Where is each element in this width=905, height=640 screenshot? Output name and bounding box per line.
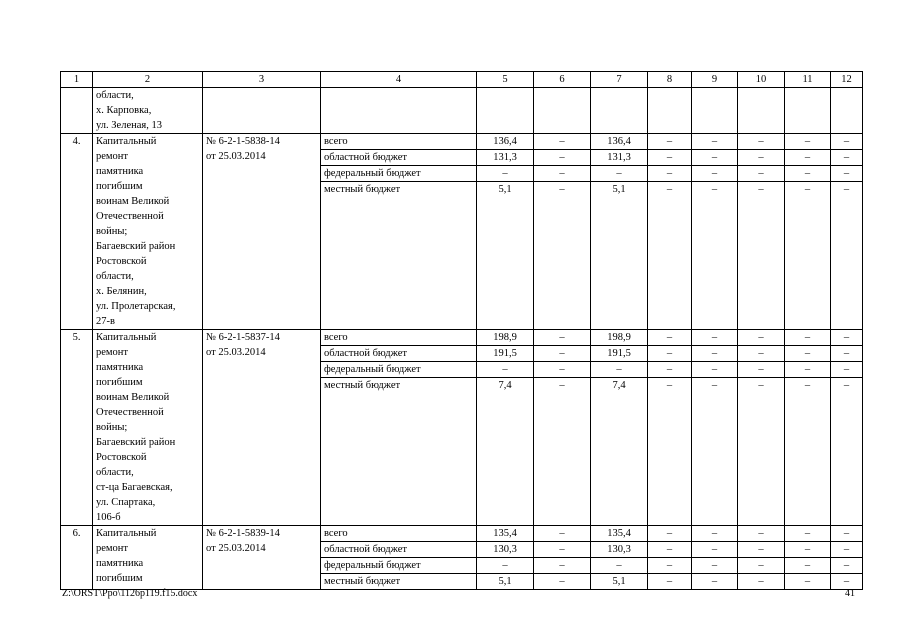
- amount-value: –: [692, 346, 737, 362]
- funding-source: областной бюджет: [321, 150, 476, 166]
- amount-value: –: [758, 576, 764, 587]
- funding-source: федеральный бюджет: [321, 362, 476, 378]
- amount-value: –: [785, 346, 830, 362]
- amount-value: –: [711, 380, 718, 391]
- value-column: [648, 330, 692, 526]
- value-cell: [692, 88, 738, 134]
- funding-source: областной бюджет: [321, 346, 476, 362]
- amount-value: –: [534, 150, 590, 166]
- amount-value: –: [534, 526, 590, 542]
- amount-value: –: [534, 134, 590, 150]
- value-cell: [831, 88, 863, 134]
- source-column: [321, 330, 477, 526]
- amount-value: –: [785, 362, 830, 378]
- amount-value: –: [591, 362, 647, 378]
- document-cell: № 6-2-1-5837-14 от 25.03.2014: [203, 330, 321, 526]
- amount-value: –: [692, 330, 737, 346]
- amount-value: –: [831, 150, 862, 166]
- amount-value: 191,5: [477, 346, 533, 362]
- value-column: [738, 330, 785, 526]
- amount-value: –: [843, 380, 850, 391]
- funding-source: областной бюджет: [321, 542, 476, 558]
- amount-value: –: [648, 150, 691, 166]
- amount-value: –: [534, 346, 590, 362]
- amount-value: –: [831, 526, 862, 542]
- document-cell: [203, 88, 321, 134]
- amount-value: –: [534, 330, 590, 346]
- object-cell: Капитальный ремонт памятника погибшим воинам Великой Отечественной войны; Багаевский район Ростовской области, ст-ца Багаевская, ул. Спартака, 106-б: [93, 330, 203, 526]
- value-column: [648, 526, 692, 590]
- column-number: 7: [591, 72, 648, 88]
- amount-value: –: [804, 576, 811, 587]
- column-number: 1: [61, 72, 93, 88]
- object-cell: Капитальный ремонт памятника погибшим воинам Великой Отечественной войны; Багаевский район Ростовской области, х. Белянин, ул. Пролетарская, 27-в: [93, 134, 203, 330]
- amount-value: –: [738, 150, 784, 166]
- value-cell: [648, 88, 692, 134]
- value-column: [648, 134, 692, 330]
- funding-source: местный бюджет: [324, 380, 401, 391]
- budget-table: [60, 71, 863, 590]
- column-number: 8: [648, 72, 692, 88]
- amount-value: –: [692, 150, 737, 166]
- amount-value: –: [534, 558, 590, 574]
- row-number-cell: 6.: [61, 526, 93, 590]
- value-column: [591, 330, 648, 526]
- value-cell: [591, 88, 648, 134]
- value-column: [785, 134, 831, 330]
- amount-value: –: [738, 330, 784, 346]
- amount-value: –: [559, 380, 565, 391]
- funding-source: федеральный бюджет: [321, 558, 476, 574]
- column-number: 4: [321, 72, 477, 88]
- amount-value: –: [648, 166, 691, 182]
- document-cell: № 6-2-1-5839-14 от 25.03.2014: [203, 526, 321, 590]
- amount-value: –: [648, 346, 691, 362]
- amount-value: 5,1: [498, 576, 512, 587]
- amount-value: –: [738, 134, 784, 150]
- funding-source: всего: [321, 526, 476, 542]
- value-column: [692, 330, 738, 526]
- amount-value: –: [692, 362, 737, 378]
- amount-value: –: [666, 184, 673, 195]
- amount-value: 7,4: [498, 380, 512, 391]
- column-number: 9: [692, 72, 738, 88]
- object-cell: Капитальный ремонт памятника погибшим: [93, 526, 203, 590]
- amount-value: –: [666, 576, 673, 587]
- amount-value: –: [831, 558, 862, 574]
- amount-value: –: [738, 542, 784, 558]
- amount-value: 7,4: [612, 380, 626, 391]
- source-column: [321, 134, 477, 330]
- amount-value: –: [711, 184, 718, 195]
- amount-value: –: [648, 542, 691, 558]
- table-row: [61, 526, 863, 590]
- funding-source: федеральный бюджет: [321, 166, 476, 182]
- value-column: [477, 330, 534, 526]
- amount-value: –: [559, 576, 565, 587]
- value-cell: [477, 88, 534, 134]
- amount-value: 5,1: [498, 184, 512, 195]
- amount-value: –: [648, 526, 691, 542]
- amount-value: –: [648, 134, 691, 150]
- amount-value: –: [477, 558, 533, 574]
- amount-value: –: [591, 558, 647, 574]
- value-column: [785, 330, 831, 526]
- row-number-cell: 5.: [61, 330, 93, 526]
- value-column: [591, 134, 648, 330]
- value-column: [785, 526, 831, 590]
- row-number-cell: [61, 88, 93, 134]
- amount-value: –: [758, 380, 764, 391]
- value-cell: [534, 88, 591, 134]
- column-number: 6: [534, 72, 591, 88]
- value-column: [738, 134, 785, 330]
- amount-value: 136,4: [477, 134, 533, 150]
- amount-value: –: [591, 166, 647, 182]
- amount-value: –: [738, 526, 784, 542]
- amount-value: –: [785, 558, 830, 574]
- column-number: 3: [203, 72, 321, 88]
- amount-value: 198,9: [591, 330, 647, 346]
- amount-value: –: [785, 166, 830, 182]
- page-number: 41: [845, 588, 855, 599]
- amount-value: –: [738, 346, 784, 362]
- value-column: [831, 134, 863, 330]
- amount-value: –: [648, 558, 691, 574]
- amount-value: –: [831, 362, 862, 378]
- amount-value: 5,1: [612, 576, 626, 587]
- amount-value: –: [758, 184, 764, 195]
- amount-value: 130,3: [477, 542, 533, 558]
- value-column: [534, 134, 591, 330]
- amount-value: –: [831, 542, 862, 558]
- row-number-cell: 4.: [61, 134, 93, 330]
- amount-value: 136,4: [591, 134, 647, 150]
- amount-value: –: [804, 380, 811, 391]
- amount-value: –: [534, 166, 590, 182]
- amount-value: –: [692, 166, 737, 182]
- funding-source: местный бюджет: [324, 184, 401, 195]
- value-column: [477, 134, 534, 330]
- column-number: 10: [738, 72, 785, 88]
- column-number: 11: [785, 72, 831, 88]
- amount-value: –: [534, 542, 590, 558]
- table-row: [61, 134, 863, 330]
- value-column: [591, 526, 648, 590]
- document-cell: № 6-2-1-5838-14 от 25.03.2014: [203, 134, 321, 330]
- amount-value: –: [843, 184, 850, 195]
- column-number: 2: [93, 72, 203, 88]
- amount-value: –: [785, 526, 830, 542]
- object-cell: области, х. Карповка, ул. Зеленая, 13: [93, 88, 203, 134]
- amount-value: –: [711, 576, 718, 587]
- funding-source: всего: [321, 330, 476, 346]
- amount-value: –: [692, 134, 737, 150]
- amount-value: –: [477, 166, 533, 182]
- source-column: [321, 526, 477, 590]
- amount-value: –: [843, 576, 850, 587]
- value-cell: [785, 88, 831, 134]
- funding-source: местный бюджет: [324, 576, 401, 587]
- amount-value: 198,9: [477, 330, 533, 346]
- amount-value: 5,1: [612, 184, 626, 195]
- amount-value: –: [785, 330, 830, 346]
- amount-value: –: [831, 166, 862, 182]
- amount-value: –: [692, 542, 737, 558]
- amount-value: 191,5: [591, 346, 647, 362]
- amount-value: –: [477, 362, 533, 378]
- value-column: [831, 526, 863, 590]
- value-cell: [738, 88, 785, 134]
- value-column: [692, 134, 738, 330]
- amount-value: 130,3: [591, 542, 647, 558]
- funding-source: всего: [321, 134, 476, 150]
- value-column: [831, 330, 863, 526]
- amount-value: –: [804, 184, 811, 195]
- amount-value: –: [831, 346, 862, 362]
- value-column: [692, 526, 738, 590]
- column-number-row: [61, 72, 863, 88]
- amount-value: –: [648, 362, 691, 378]
- amount-value: –: [559, 184, 565, 195]
- column-number: 12: [831, 72, 863, 88]
- amount-value: –: [738, 166, 784, 182]
- file-path: Z:\ORST\Ppo\1126p119.f15.docx: [62, 588, 198, 599]
- amount-value: 131,3: [477, 150, 533, 166]
- amount-value: –: [692, 526, 737, 542]
- amount-value: –: [831, 134, 862, 150]
- amount-value: –: [534, 362, 590, 378]
- source-cell: [321, 88, 477, 134]
- amount-value: 131,3: [591, 150, 647, 166]
- value-column: [738, 526, 785, 590]
- value-column: [477, 526, 534, 590]
- amount-value: –: [692, 558, 737, 574]
- table-row: [61, 330, 863, 526]
- value-column: [534, 330, 591, 526]
- amount-value: –: [831, 330, 862, 346]
- amount-value: –: [648, 330, 691, 346]
- amount-value: –: [666, 380, 673, 391]
- amount-value: 135,4: [477, 526, 533, 542]
- amount-value: –: [738, 362, 784, 378]
- amount-value: –: [785, 542, 830, 558]
- value-column: [534, 526, 591, 590]
- amount-value: –: [785, 134, 830, 150]
- amount-value: –: [738, 558, 784, 574]
- column-number: 5: [477, 72, 534, 88]
- amount-value: 135,4: [591, 526, 647, 542]
- amount-value: –: [785, 150, 830, 166]
- continuation-row: [61, 88, 863, 134]
